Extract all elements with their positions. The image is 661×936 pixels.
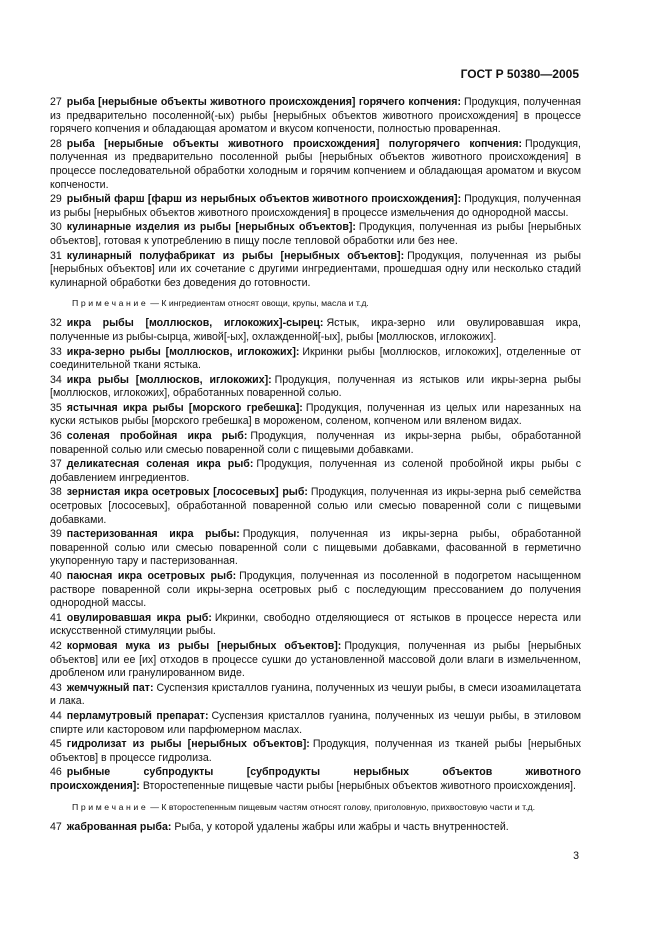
note-label: Примечание: [72, 298, 149, 309]
term-number: 31: [50, 249, 62, 262]
term-definition: Продукция, полученная из тканей рыбы [нерыбных объектов] в процессе гидролиза.: [50, 738, 581, 764]
term-title: жаброванная рыба:: [66, 820, 172, 833]
term-title: жемчужный пат:: [66, 681, 154, 694]
term-number: 33: [50, 345, 62, 358]
term-title: ястычная икра рыбы [морского гребешка]:: [66, 401, 303, 414]
term-entry: [50, 682, 581, 709]
term-entry: [50, 138, 581, 192]
term-title: пастеризованная икра рыбы:: [66, 528, 240, 541]
term-title: рыба [нерыбные объекты животного происхождения] горячего копчения:: [66, 96, 462, 108]
term-title: икра рыбы [моллюсков, иглокожих]-сырец:: [66, 317, 324, 330]
term-title: соленая пробойная икра рыб:: [66, 430, 248, 443]
term-number: 27: [50, 96, 62, 108]
term-definition: Продукция, полученная из целых или нарезанных на куски ястыков рыбы [морского гребешка] в мороженом, соленом, копченом или вяленом видах.: [50, 401, 582, 428]
term-definition: Суспензия кристаллов гуанина, полученных из чешуи рыбы, в смеси изоамилацетата и лака.: [50, 681, 581, 708]
term-definition: Продукция, полученная из посоленной в подогретом насыщенном растворе поваренной соли икры-зерна осетровых рыб с последующим прессованием до получения однородной массы.: [50, 570, 581, 610]
term-number: 38: [50, 486, 62, 499]
term-entry: [50, 346, 581, 373]
term-entry: [50, 821, 581, 835]
term-entry: [50, 766, 581, 793]
term-title: перламутровый препарат:: [66, 709, 209, 722]
term-number: 46: [50, 766, 62, 779]
term-title: икра рыбы [моллюсков, иглокожих]:: [66, 373, 272, 386]
term-entry: [50, 221, 581, 248]
term-number: 34: [50, 373, 62, 386]
term-entry: [50, 528, 581, 569]
term-number: 41: [50, 611, 62, 624]
note-text: — К второстепенным пищевым частям относят голову, приголовную, прихвостовую части и т.д.: [150, 801, 536, 812]
term-entry: [50, 374, 581, 401]
term-entry: [50, 193, 581, 220]
term-entry: [50, 612, 581, 639]
term-definition: Продукция, полученная из икры-зерна рыбы, обработанной поваренной солью или смесью поваренной соли с пищевыми добавками, фасованной в герметично укупоренную тару и пастеризованная.: [50, 528, 581, 568]
term-number: 43: [50, 681, 62, 694]
page-number: 3: [573, 850, 579, 862]
term-number: 44: [50, 709, 62, 722]
term-title: зернистая икра осетровых [лососевых] рыб:: [66, 486, 308, 499]
term-definition: Ястык, икра-зерно или овулировавшая икра, полученные из рыбы-сырца, живой[-ых], охлажденной[-ых], рыбы [моллюсков, иглокожих].: [50, 317, 581, 343]
term-entry: [50, 317, 581, 344]
term-entry: [50, 738, 581, 765]
term-entry: [50, 710, 581, 737]
term-title: икра-зерно рыбы [моллюсков, иглокожих]:: [66, 345, 300, 358]
term-entry: [50, 96, 581, 137]
term-definition: Суспензия кристаллов гуанина, полученных из чешуи рыбы, в этиловом спирте или касторовом или парфюмерном маслах.: [50, 709, 581, 736]
term-definition: Продукция, полученная из предварительно посоленной(-ых) рыбы [нерыбных объектов животного происхождения] в процессе горячего копчения и обладающая ароматом и вкусом копчености, полностью проваренная.: [50, 96, 581, 136]
term-definition: Продукция, полученная из рыбы [нерыбных объектов животного происхождения] в процессе измельчения до однородной массы.: [50, 193, 581, 219]
term-number: 47: [50, 820, 62, 833]
term-definition: Второстепенные пищевые части рыбы [нерыбных объектов животного происхождения].: [142, 779, 576, 792]
term-number: 42: [50, 639, 62, 652]
document-code: ГОСТ Р 50380—2005: [460, 67, 579, 81]
term-title: деликатесная соленая икра рыб:: [66, 458, 254, 471]
term-entry: [50, 250, 581, 291]
term-definition: Продукция, полученная из ястыков или икры-зерна рыбы [моллюсков, иглокожих], обработанных поваренной солью.: [50, 373, 581, 400]
note-text: — К ингредиентам относят овощи, крупы, масла и т.д.: [150, 298, 369, 309]
term-entry: [50, 458, 581, 485]
term-definition: Продукция, полученная из рыбы [нерыбных объектов] или ее [их] отходов в процессе сушки до установленной массовой доли влаги в измельченном, дробленом или гранулированном виде.: [50, 639, 581, 680]
term-number: 37: [50, 458, 62, 471]
term-definition: Продукция, полученная из рыбы [нерыбных объектов], готовая к употреблению в пищу после тепловой обработки или без нее.: [50, 221, 581, 247]
note: [50, 801, 581, 813]
term-title: рыба [нерыбные объекты животного происхождения] полугорячего копчения:: [66, 137, 523, 150]
term-entry: [50, 570, 581, 611]
term-title: кулинарный полуфабрикат из рыбы [нерыбных объектов]:: [66, 249, 405, 262]
note-label: Примечание: [72, 801, 149, 812]
term-number: 28: [50, 137, 62, 150]
term-entry: [50, 402, 581, 429]
term-title: гидролизат из рыбы [нерыбных объектов]:: [66, 738, 310, 751]
term-title: рыбный фарш [фарш из нерыбных объектов животного происхождения]:: [66, 193, 462, 206]
term-title: кулинарные изделия из рыбы [нерыбных объектов]:: [66, 221, 356, 234]
term-definition: Продукция, полученная из рыбы [нерыбных объектов] или их сочетание с другими ингредиентами, прошедшая одну или несколько стадий кулинарной обработки без доведения до готовности.: [50, 249, 581, 289]
term-definition: Продукция, полученная из икры-зерна рыб семейства осетровых [лососевых], обработанной поваренной солью или смесью поваренной соли с пищевыми добавками.: [50, 486, 581, 526]
term-definition: Икринки, свободно отделяющиеся от ястыков в процессе нереста или искусственной стимуляции рыбы.: [50, 611, 581, 638]
term-number: 36: [50, 430, 62, 443]
term-number: 30: [50, 221, 62, 234]
term-definition: Продукция, полученная из соленой пробойной икры рыбы с добавлением ингредиентов.: [50, 458, 581, 484]
term-title: овулировавшая икра рыб:: [66, 611, 212, 624]
term-number: 35: [50, 401, 62, 414]
note: [50, 297, 581, 309]
term-title: кормовая мука из рыбы [нерыбных объектов]:: [66, 639, 342, 652]
term-number: 45: [50, 738, 62, 751]
term-entry: [50, 430, 581, 457]
term-number: 32: [50, 317, 62, 330]
term-title: рыбные субпродукты [субпродукты нерыбных объектов животного происхождения]:: [50, 766, 581, 792]
term-entry: [50, 640, 581, 681]
term-title: паюсная икра осетровых рыб:: [66, 570, 237, 582]
term-number: 29: [50, 193, 62, 206]
term-entry: [50, 486, 581, 527]
term-definition: Продукция, полученная из предварительно посоленной рыбы [нерыбных объектов животного происхождения] в процессе последовательной обработки холодным и горячим копчением и обладающая ароматом и вкусом копчености.: [50, 137, 581, 191]
term-definition: Продукция, полученная из икры-зерна рыбы, обработанной поваренной солью или смесью поваренной соли с пищевыми добавками.: [50, 430, 581, 456]
terms-list: [50, 96, 581, 835]
term-definition: Рыба, у которой удалены жабры или жабры и часть внутренностей.: [174, 820, 509, 833]
term-definition: Икринки рыбы [моллюсков, иглокожих], отделенные от соединительной ткани ястыка.: [50, 345, 581, 372]
term-number: 39: [50, 528, 62, 541]
term-number: 40: [50, 570, 62, 582]
